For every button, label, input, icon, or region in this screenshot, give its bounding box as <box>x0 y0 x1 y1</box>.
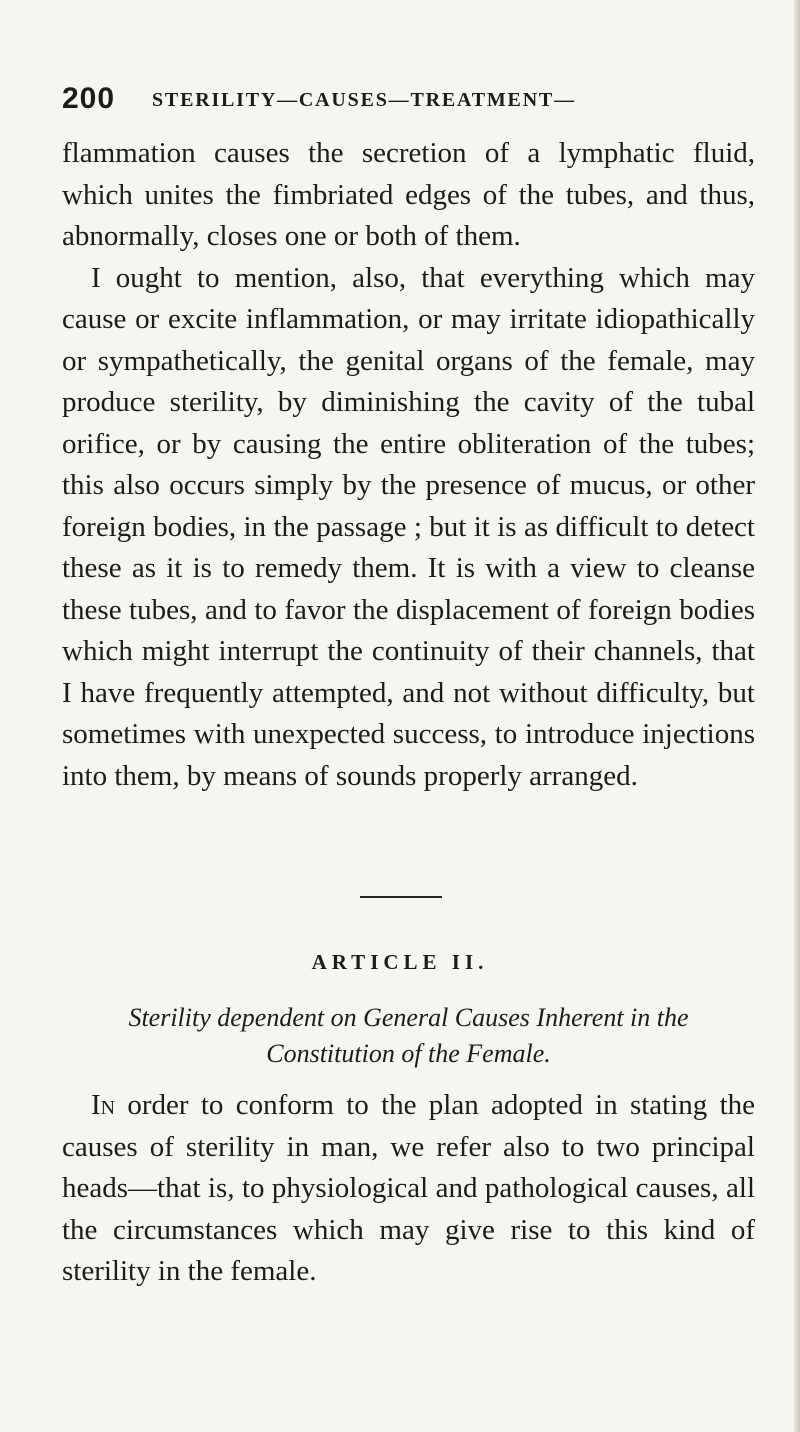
page-edge <box>794 0 800 1432</box>
paragraph <box>62 1085 755 1293</box>
body-text-block <box>62 133 755 797</box>
paragraph: flammation causes the secretion of a lymphatic fluid, which unites the fimbriated edges of the tubes, and thus, abnormally, closes one or both of them. <box>62 137 755 252</box>
running-head-title: STERILITY—CAUSES—TREATMENT— <box>152 89 576 111</box>
page-number: 200 <box>62 82 116 115</box>
paragraph-text: order to conform to the plan adopted in stating the causes of sterility in man, we refer also to two principal heads—that is, to physiological and pathological causes, all the circumstances which may give rise to this kind of sterility in the female. <box>62 1089 755 1287</box>
paragraph: I ought to mention, also, that everything which may cause or excite inflammation, or may irritate idiopathically or sympathetically, the genital organs of the female, may produce sterility, by diminishing the cavity of the tubal orifice, or by causing the entire obliteration of the tubes; this also occurs simply by the presence of mucus, or other foreign bodies, in the passage ; but it is as difficult to detect these as it is to remedy them. It is with a view to cleanse these tubes, and to favor the displacement of foreign bodies which might interrupt the continuity of their channels, that I have frequently attempted, and not without difficulty, but sometimes with unexpected success, to introduce injections into them, by means of sounds properly arranged. <box>62 261 755 792</box>
initial-word: In <box>91 1089 116 1121</box>
section-divider <box>360 896 442 898</box>
running-head <box>62 82 762 122</box>
article-subtitle: Sterility dependent on General Causes Inherent in the Constitution of the Female. <box>128 1003 689 1068</box>
article-heading: ARTICLE II. <box>311 950 489 974</box>
body-text-block <box>62 1085 755 1293</box>
